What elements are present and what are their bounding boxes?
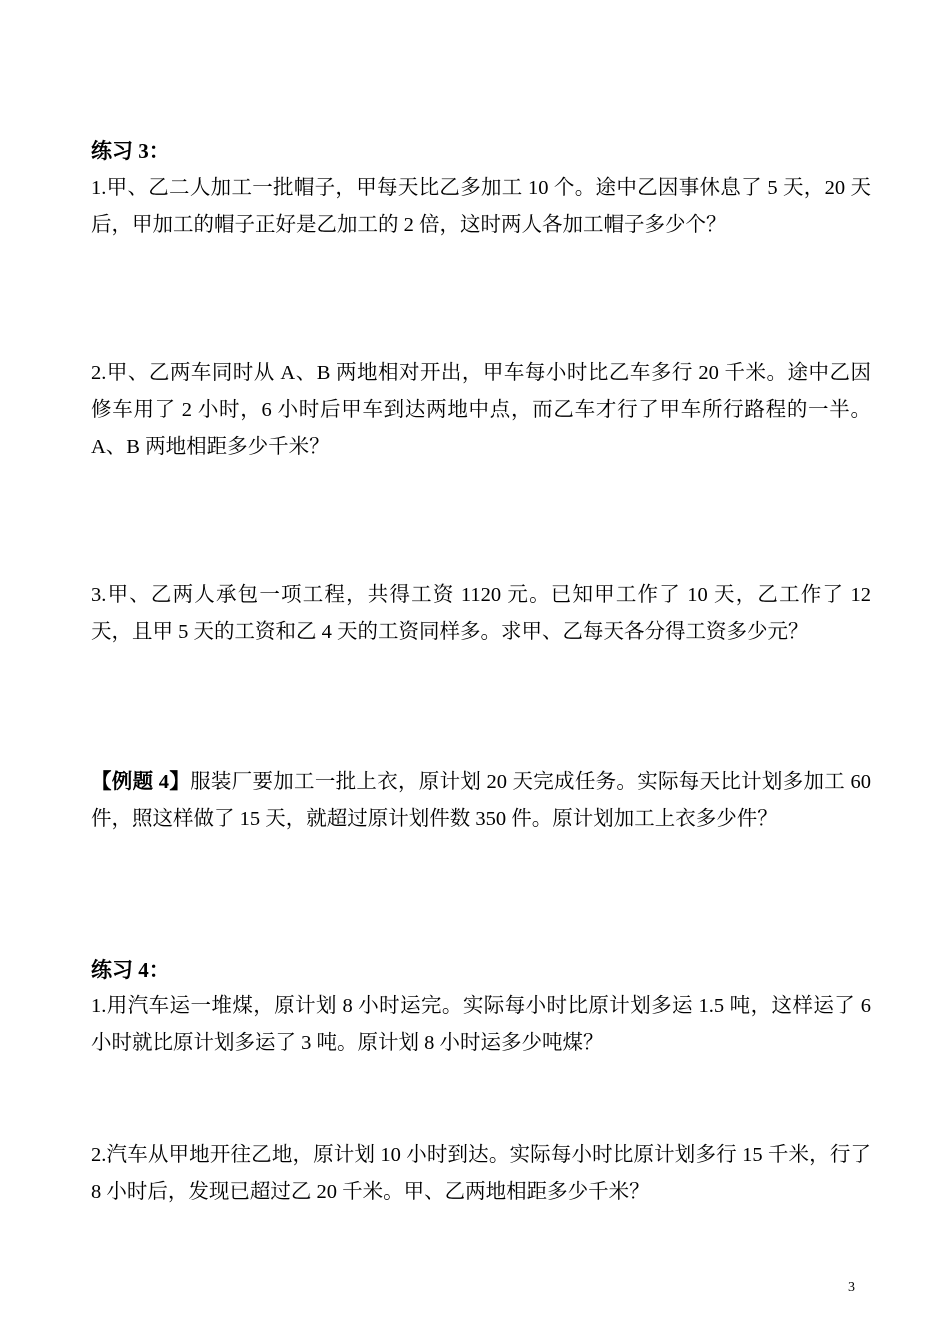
exercise-4-heading: 练习 4： — [91, 958, 170, 982]
exercise-3-problem-2: 2.甲、乙两车同时从 A、B 两地相对开出，甲车每小时比乙车多行 20 千米。途中乙因修车用了 2 小时，6 小时后甲车到达两地中点，而乙车才行了甲车所行路程的一半。A、B 两地相距多少千米？ — [91, 362, 871, 458]
exercise-3-problem-1: 1.甲、乙二人加工一批帽子，甲每天比乙多加工 10 个。途中乙因事休息了 5 天，20 天后，甲加工的帽子正好是乙加工的 2 倍，这时两人各加工帽子多少个？ — [91, 177, 871, 236]
page-number: 3 — [848, 1280, 855, 1295]
exercise-3-heading: 练习 3： — [91, 139, 170, 163]
exercise-3-problem-3: 3.甲、乙两人承包一项工程，共得工资 1120 元。已知甲工作了 10 天，乙工作了 12 天，且甲 5 天的工资和乙 4 天的工资同样多。求甲、乙每天各分得工资多少元？ — [91, 584, 877, 643]
exercise-4-problem-2: 2.汽车从甲地开往乙地，原计划 10 小时到达。实际每小时比原计划多行 15 千米，行了 8 小时后，发现已超过乙 20 千米。甲、乙两地相距多少千米？ — [91, 1144, 877, 1203]
example-4-label: 【例题 4】 — [91, 771, 191, 793]
exercise-4-problem-1: 1.用汽车运一堆煤，原计划 8 小时运完。实际每小时比原计划多运 1.5 吨，这样运了 6 小时就比原计划多运了 3 吨。原计划 8 小时运多少吨煤？ — [91, 995, 877, 1054]
example-4 — [91, 764, 877, 838]
example-4-text: 服装厂要加工一批上衣，原计划 20 天完成任务。实际每天比计划多加工 60 件，照这样做了 15 天，就超过原计划件数 350 件。原计划加工上衣多少件？ — [91, 771, 877, 830]
